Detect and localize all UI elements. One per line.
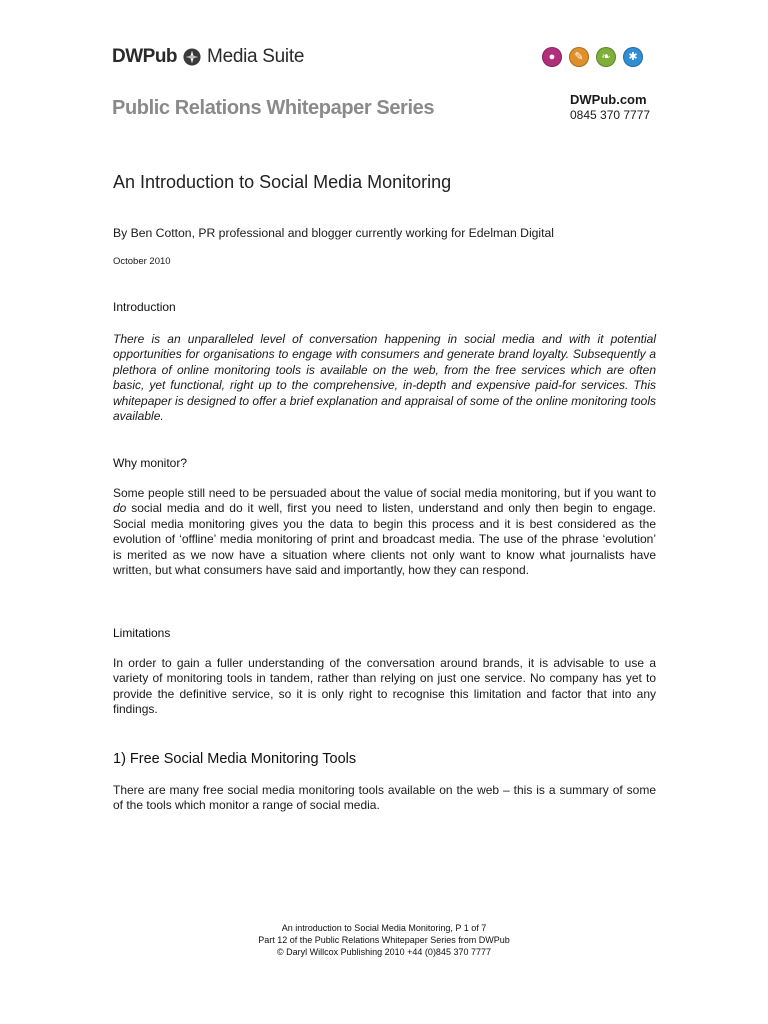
blue-star-icon: ✱ xyxy=(623,47,643,67)
free-tools-heading: 1) Free Social Media Monitoring Tools xyxy=(113,751,357,767)
why-monitor-emphasis: do xyxy=(113,501,127,516)
free-tools-paragraph: There are many free social media monitoring tools available on the web – this is a summary of some of the tools which monitor a range of social media. xyxy=(113,783,656,813)
contact-block xyxy=(570,92,660,122)
footer-line-3: © Daryl Willcox Publishing 2010 +44 (0)845 370 7777 xyxy=(276,947,491,957)
brand-suffix: Media Suite xyxy=(207,46,305,67)
series-title: Public Relations Whitepaper Series xyxy=(112,97,435,119)
compass-logo-icon xyxy=(183,48,201,66)
page-footer xyxy=(0,922,768,958)
limitations-paragraph: In order to gain a fuller understanding of the conversation around brands, it is advisable to use a variety of monitoring tools in tandem, rather than relying on just one service. No company has yet to provide the definitive service, so it is only right to recognise this limitation and factor that into any findings. xyxy=(113,656,656,717)
introduction-heading: Introduction xyxy=(113,300,176,314)
why-monitor-text-2: social media and do it well, first you need to listen, understand and only then begin to engage. Social media monitoring gives you the data to begin this process and it is best considered as the evolution of ‘offline’ media monitoring of print and broadcast media. The use of the phrase ‘evolution’ is merited as we now have a situation where clients not only want to know what journalists have written, but what consumers have said and importantly, how they can respond. xyxy=(113,501,656,578)
byline: By Ben Cotton, PR professional and blogger currently working for Edelman Digital xyxy=(113,226,555,240)
why-monitor-paragraph xyxy=(113,486,656,578)
orange-pencil-icon: ✎ xyxy=(569,47,589,67)
why-monitor-heading: Why monitor? xyxy=(113,456,188,470)
document-title: An Introduction to Social Media Monitoring xyxy=(113,172,452,192)
green-leaf-icon: ❧ xyxy=(596,47,616,67)
brand-header xyxy=(112,46,304,68)
website-link[interactable]: DWPub.com xyxy=(570,92,647,107)
phone-number: 0845 370 7777 xyxy=(570,108,651,122)
brand-name: DWPub xyxy=(112,46,178,67)
magenta-dot-icon: ● xyxy=(542,47,562,67)
limitations-heading: Limitations xyxy=(113,626,171,640)
footer-line-2: Part 12 of the Public Relations Whitepaper Series from DWPub xyxy=(258,935,510,945)
product-icons xyxy=(542,47,643,67)
introduction-paragraph: There is an unparalleled level of conversation happening in social media and with it potential opportunities for organisations to engage with consumers and generate brand loyalty. Subsequently a plethora of online monitoring tools is available on the web, from the free services which are often basic, yet functional, right up to the comprehensive, in-depth and expensive paid-for services. This whitepaper is designed to offer a brief explanation and appraisal of some of the online monitoring tools available. xyxy=(113,332,657,424)
why-monitor-text-1: Some people still need to be persuaded about the value of social media monitoring, but if you want to xyxy=(113,486,656,500)
footer-line-1: An introduction to Social Media Monitoring, P 1 of 7 xyxy=(281,923,487,933)
publish-date: October 2010 xyxy=(113,256,171,267)
